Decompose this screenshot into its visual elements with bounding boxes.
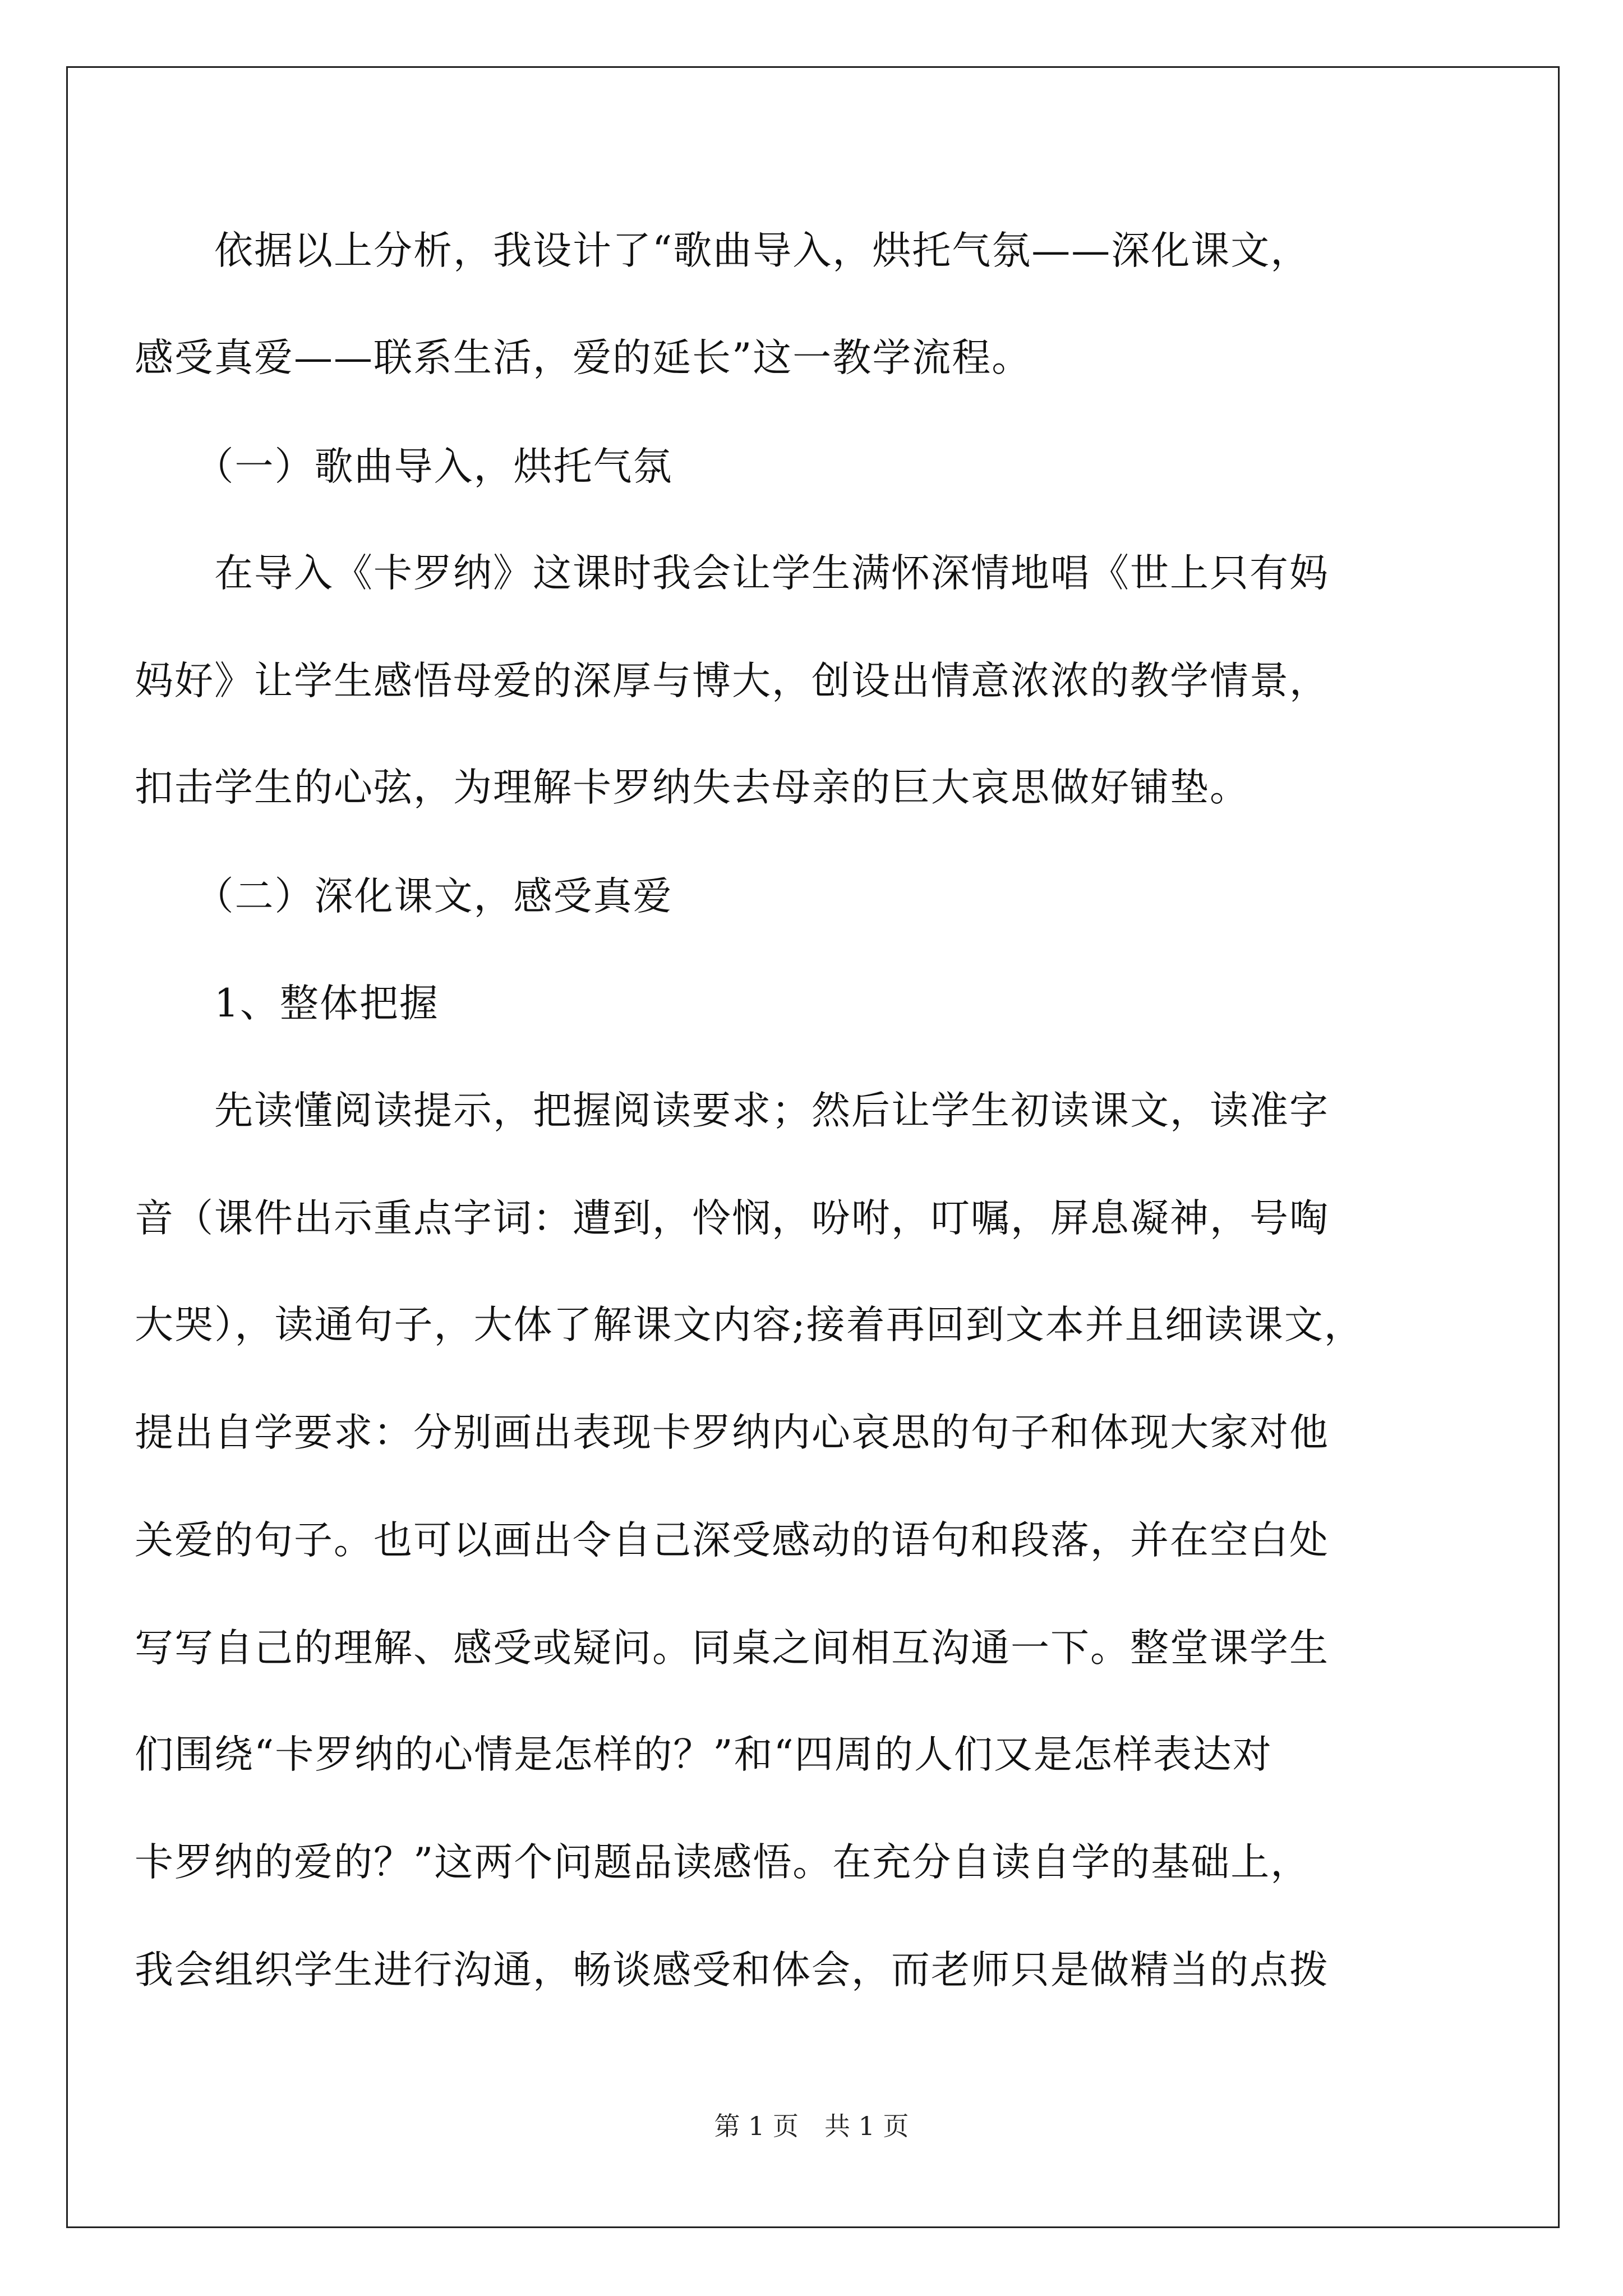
text-line-2: 感受真爱——联系生活，爱的延长”这一教学流程。	[135, 335, 1032, 380]
text-line-7: 音（课件出示重点字词：遭到，怜悯，吩咐，叮嘱，屏息凝神，号啕	[135, 1196, 1329, 1241]
text-line-8: 大哭），读通句子，大体了解课文内容;接着再回到文本并且细读课文，	[135, 1303, 1364, 1347]
section-heading-2: （二）深化课文，感受真爱	[135, 874, 673, 919]
text-line-12: 们围绕“卡罗纳的心情是怎样的？”和“四周的人们又是怎样表达对	[135, 1732, 1272, 1777]
text-line-13: 卡罗纳的爱的？”这两个问题品读感悟。在充分自读自学的基础上，	[135, 1840, 1311, 1885]
text-line-3: 在导入《卡罗纳》这课时我会让学生满怀深情地唱《世上只有妈	[135, 551, 1329, 596]
text-line-6: 先读懂阅读提示，把握阅读要求；然后让学生初读课文，读准字	[135, 1088, 1329, 1133]
text-line-10: 关爱的句子。也可以画出令自己深受感动的语句和段落，并在空白处	[135, 1518, 1329, 1563]
section-heading-1: （一）歌曲导入，烘托气氛	[135, 444, 673, 489]
text-line-1: 依据以上分析，我设计了“歌曲导入，烘托气氛——深化课文，	[135, 228, 1311, 273]
text-line-14: 我会组织学生进行沟通，畅谈感受和体会，而老师只是做精当的点拨	[135, 1948, 1329, 1993]
text-line-11: 写写自己的理解、感受或疑问。同桌之间相互沟通一下。整堂课学生	[135, 1626, 1329, 1671]
page-number-footer: 第 1 页 共 1 页	[714, 2111, 909, 2141]
text-line-5: 扣击学生的心弦，为理解卡罗纳失去母亲的巨大哀思做好铺垫。	[135, 765, 1249, 810]
text-line-9: 提出自学要求：分别画出表现卡罗纳内心哀思的句子和体现大家对他	[135, 1410, 1329, 1455]
subsection-heading-1: 1、整体把握	[135, 981, 439, 1026]
text-line-4: 妈好》让学生感悟母爱的深厚与博大，创设出情意浓浓的教学情景，	[135, 659, 1329, 703]
